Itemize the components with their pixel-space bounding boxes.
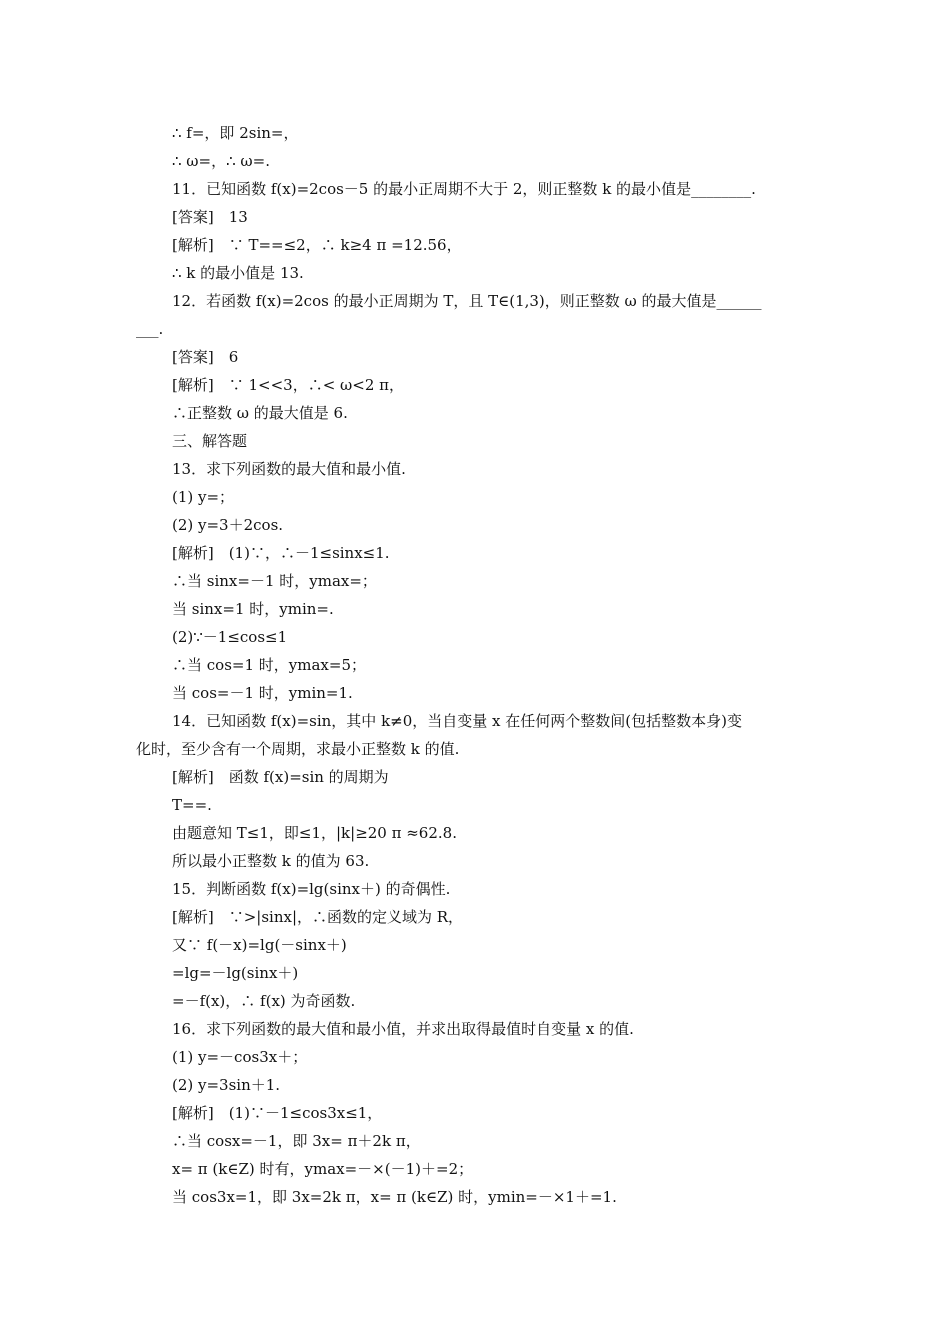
text-line: ∴当 cos=1 时，ymax=5； xyxy=(172,656,366,674)
analysis-text: [解析] ∵ T==≤2，∴ k≥4 π =12.56， xyxy=(172,236,462,254)
text-line: ∴正整数 ω 的最大值是 6. xyxy=(172,404,348,422)
text-line: x= π (k∈Z) 时有，ymax=－×(－1)＋=2； xyxy=(172,1160,474,1178)
analysis-text: [解析] ∵>|sinx|，∴函数的定义域为 R， xyxy=(172,908,464,926)
answer-label: [答案] 6 xyxy=(172,348,239,366)
section-heading: 三、解答题 xyxy=(172,432,248,450)
analysis-text: [解析] ∵ 1<<3，∴< ω<2 π， xyxy=(172,376,405,394)
text-line: T==. xyxy=(172,796,212,814)
text-line: (2)∵－1≤cos≤1 xyxy=(172,628,288,646)
text-line: ∴当 sinx=－1 时，ymax=； xyxy=(172,572,377,590)
answer-label: [答案] 13 xyxy=(172,208,248,226)
text-line: 当 cos3x=1，即 3x=2k π，x= π (k∈Z) 时，ymin=－×1＋=1. xyxy=(172,1188,617,1206)
text-line: (1) y=－cos3x＋； xyxy=(172,1048,308,1066)
question-13: 13．求下列函数的最大值和最小值. xyxy=(172,460,406,478)
text-line: (1) y=； xyxy=(172,488,235,506)
text-line: =lg=－lg(sinx＋) xyxy=(172,964,299,982)
text-line: =－f(x)，∴ f(x) 为奇函数. xyxy=(172,992,356,1010)
analysis-text: [解析] (1)∵，∴－1≤sinx≤1. xyxy=(172,544,390,562)
text-line: ∴当 cosx=－1，即 3x= π＋2k π， xyxy=(172,1132,421,1150)
question-11: 11．已知函数 f(x)=2cos－5 的最小正周期不大于 2，则正整数 k 的最小值是________. xyxy=(172,180,756,198)
text-line: 当 cos=－1 时，ymin=1. xyxy=(172,684,353,702)
question-16: 16．求下列函数的最大值和最小值，并求出取得最值时自变量 x 的值. xyxy=(172,1020,634,1038)
text-line: 当 sinx=1 时，ymin=. xyxy=(172,600,334,618)
text-line: 化时，至少含有一个周期，求最小正整数 k 的值. xyxy=(136,740,460,758)
text-line: ∴ f=，即 2sin=， xyxy=(172,124,299,142)
text-line: 又∵ f(－x)=lg(－sinx＋) xyxy=(172,936,347,954)
text-line: 所以最小正整数 k 的值为 63. xyxy=(172,852,370,870)
analysis-text: [解析] 函数 f(x)=sin 的周期为 xyxy=(172,768,389,786)
text-line: ∴ k 的最小值是 13. xyxy=(172,264,304,282)
question-15: 15．判断函数 f(x)=lg(sinx＋) 的奇偶性. xyxy=(172,880,451,898)
question-14: 14．已知函数 f(x)=sin，其中 k≠0，当自变量 x 在任何两个整数间(包括整数本身)变 xyxy=(172,712,742,730)
text-line: (2) y=3＋2cos. xyxy=(172,516,284,534)
analysis-text: [解析] (1)∵－1≤cos3x≤1， xyxy=(172,1104,383,1122)
text-line: (2) y=3sin＋1. xyxy=(172,1076,281,1094)
text-line: ∴ ω=，∴ ω=. xyxy=(172,152,270,170)
text-line: ___. xyxy=(136,320,164,338)
question-12: 12．若函数 f(x)=2cos 的最小正周期为 T，且 T∈(1,3)，则正整数 ω 的最大值是______ xyxy=(172,292,762,310)
text-line: 由题意知 T≤1，即≤1，|k|≥20 π ≈62.8. xyxy=(172,824,457,842)
